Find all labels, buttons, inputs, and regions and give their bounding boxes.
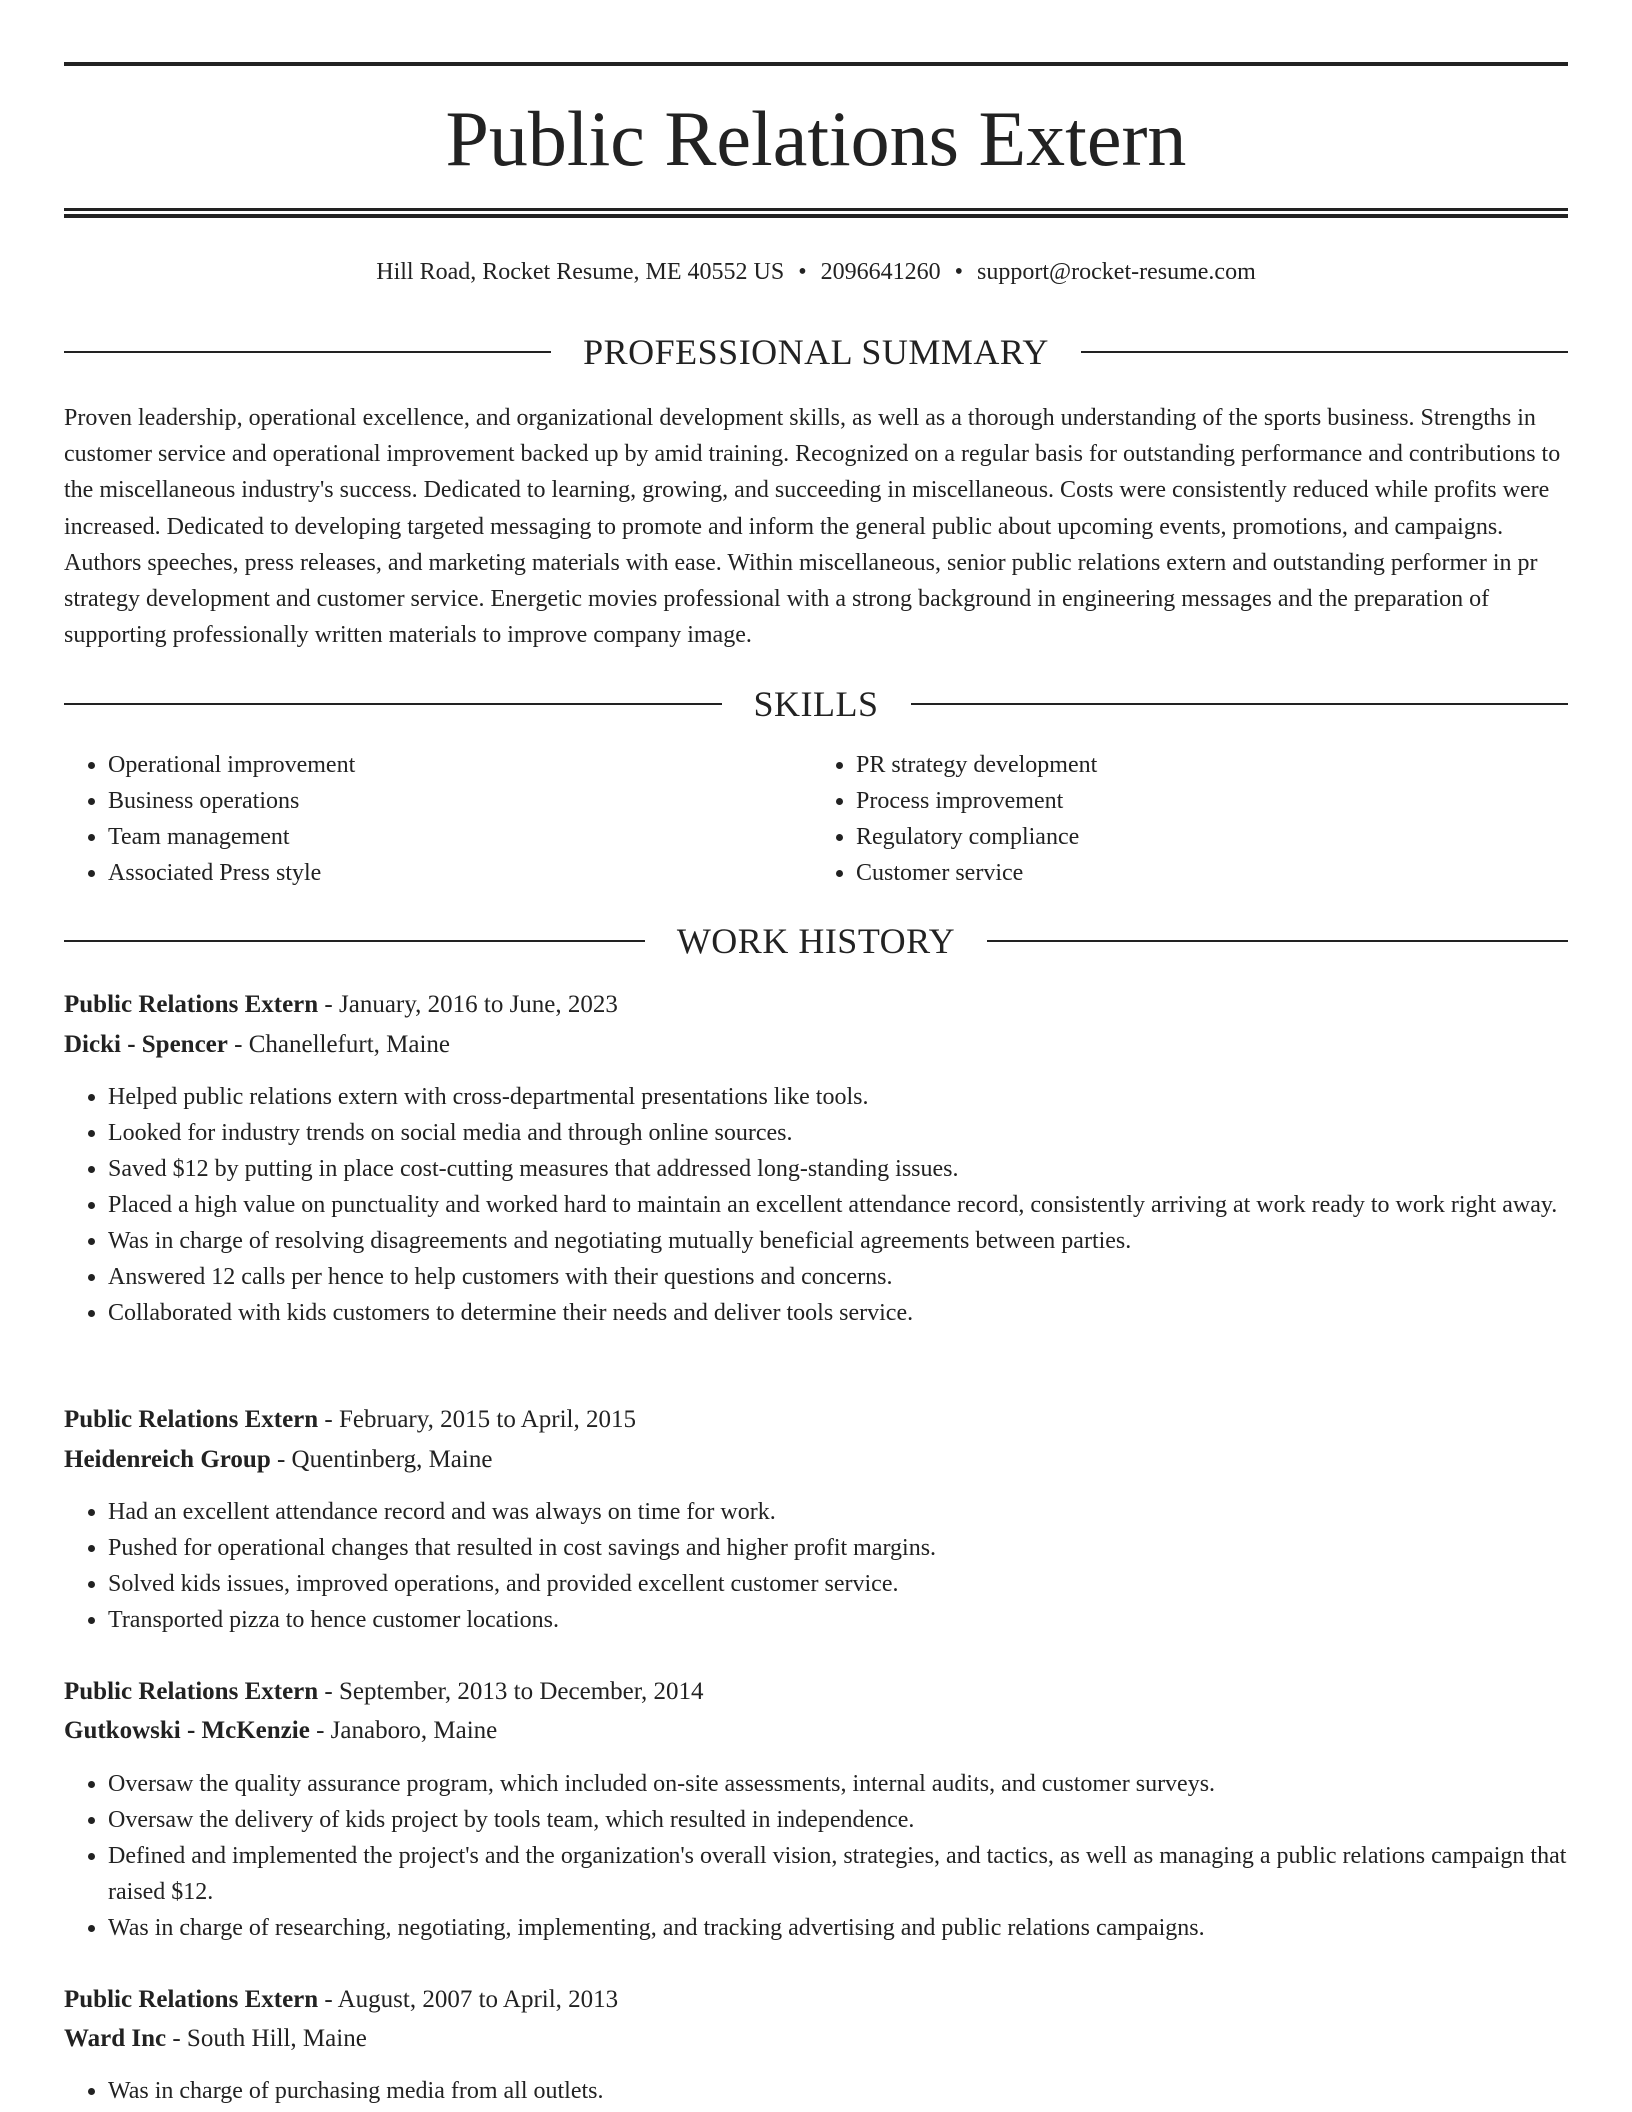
job-bullets bbox=[64, 1766, 1568, 1946]
job-bullet: • Oversaw the quality assurance program, which included on-site assessments, internal audits, and customer surveys. bbox=[108, 1766, 1568, 1802]
skills-column-right bbox=[856, 747, 1554, 891]
work-heading bbox=[64, 919, 1568, 963]
job-bullet: • Transported pizza to hence customer locations. bbox=[108, 1602, 1568, 1638]
skill-item: • Associated Press style bbox=[108, 855, 806, 891]
job-bullet: • Defined and implemented the project's and the organization's overall vision, strategies, and tactics, as well as managing a public relations campaign that raised $12. bbox=[108, 1838, 1568, 1910]
job-title: Public Relations Extern bbox=[64, 991, 319, 1018]
job-bullet: • Was in charge of researching, negotiating, implementing, and tracking advertising and public relations campaigns. bbox=[108, 1910, 1568, 1946]
summary-heading-text: PROFESSIONAL SUMMARY bbox=[583, 332, 1049, 372]
job-bullet: • Had an excellent attendance record and was always on time for work. bbox=[108, 1494, 1568, 1530]
job-employer-line bbox=[64, 1443, 1568, 1477]
job-employer-line bbox=[64, 2022, 1568, 2056]
heading-rule bbox=[1081, 351, 1568, 353]
job-dates: - September, 2013 to December, 2014 bbox=[318, 1678, 704, 1705]
job-bullet: • Collaborated with kids customers to determine their needs and deliver tools service. bbox=[108, 1295, 1568, 1331]
skills-column-left bbox=[64, 747, 806, 891]
contact-separator: • bbox=[954, 259, 964, 285]
job-location: - Janaboro, Maine bbox=[309, 1717, 498, 1744]
job-title-line bbox=[64, 1983, 1568, 2017]
job-bullet: • Answered 12 calls per hence to help customers with their questions and concerns. bbox=[108, 1259, 1568, 1295]
contact-line bbox=[64, 254, 1568, 290]
heading-rule bbox=[64, 351, 551, 353]
contact-email: support@rocket-resume.com bbox=[977, 259, 1256, 285]
skills-heading-text: SKILLS bbox=[753, 684, 879, 724]
job-employer: Heidenreich Group bbox=[64, 1446, 271, 1473]
job-title-line bbox=[64, 988, 1568, 1022]
contact-address: Hill Road, Rocket Resume, ME 40552 US bbox=[376, 259, 785, 285]
contact-separator: • bbox=[798, 259, 807, 285]
heading-rule bbox=[64, 703, 722, 705]
header-top-rule bbox=[64, 62, 1568, 66]
job-title-line bbox=[64, 1403, 1568, 1437]
contact-phone: 2096641260 bbox=[820, 259, 941, 285]
job-employer: Gutkowski - McKenzie bbox=[64, 1717, 310, 1744]
job-bullet: • Looked for industry trends on social media and through online sources. bbox=[108, 1115, 1568, 1151]
skill-item: • Process improvement bbox=[856, 783, 1554, 819]
job-employer: Dicki - Spencer bbox=[64, 1031, 228, 1058]
job-bullet: • Pushed for operational changes that resulted in cost savings and higher profit margins. bbox=[108, 1530, 1568, 1566]
skill-item: • Regulatory compliance bbox=[856, 819, 1554, 855]
job-bullets bbox=[64, 1494, 1568, 1638]
job-location: - Quentinberg, Maine bbox=[270, 1446, 493, 1473]
job-bullet: • Saved $12 by putting in place cost-cutting measures that addressed long-standing issues. bbox=[108, 1151, 1568, 1187]
heading-rule bbox=[64, 940, 645, 942]
job-bullet: • Oversaw the delivery of kids project by tools team, which resulted in independence. bbox=[108, 1802, 1568, 1838]
job-bullets bbox=[64, 2073, 1568, 2109]
summary-heading bbox=[64, 330, 1568, 374]
heading-rule bbox=[987, 940, 1568, 942]
job-title: Public Relations Extern bbox=[64, 1678, 319, 1705]
job-bullet: • Solved kids issues, improved operations, and provided excellent customer service. bbox=[108, 1566, 1568, 1602]
skill-item: • Customer service bbox=[856, 855, 1554, 891]
job-employer-line bbox=[64, 1028, 1568, 1062]
job-bullet: • Placed a high value on punctuality and worked hard to maintain an excellent attendance record, consistently arriving at work ready to work right away. bbox=[108, 1187, 1568, 1223]
candidate-name: Public Relations Extern bbox=[445, 95, 1187, 182]
work-heading-text: WORK HISTORY bbox=[676, 921, 956, 961]
job-bullets bbox=[64, 1079, 1568, 1331]
skills-heading bbox=[64, 682, 1568, 726]
summary-paragraph: Proven leadership, operational excellence, and organizational development skills, as well as a thorough understanding of the sports business. Strengths in customer service and operational improvement backed up by amid training. Recognized on a regular basis for outstanding performance and contributions to the miscellaneous industry's success. Dedicated to learning, growing, and succeeding in miscellaneous. Costs were consistently reduced while profits were increased. Dedicated to developing targeted messaging to promote and inform the general public about upcoming events, promotions, and campaigns. Authors speeches, press releases, and marketing materials with ease. Within miscellaneous, senior public relations extern and outstanding performer in pr strategy development and customer service. Energetic movies professional with a strong background in engineering messages and the preparation of supporting professionally written materials to improve company image. bbox=[64, 405, 1561, 649]
job-employer-line bbox=[64, 1714, 1568, 1748]
job-bullet: • Was in charge of purchasing media from all outlets. bbox=[108, 2073, 1568, 2109]
job-bullet: • Helped public relations extern with cross-departmental presentations like tools. bbox=[108, 1079, 1568, 1115]
job-dates: - February, 2015 to April, 2015 bbox=[318, 1406, 636, 1433]
skill-item: • Team management bbox=[108, 819, 806, 855]
job-location: - Chanellefurt, Maine bbox=[227, 1031, 451, 1058]
job-title-line bbox=[64, 1675, 1568, 1709]
header-double-rule bbox=[64, 208, 1568, 218]
job-title: Public Relations Extern bbox=[64, 1986, 319, 2013]
skill-item: • PR strategy development bbox=[856, 747, 1554, 783]
job-dates: - August, 2007 to April, 2013 bbox=[318, 1986, 619, 2013]
job-employer: Ward Inc bbox=[64, 2025, 167, 2052]
heading-rule bbox=[911, 703, 1569, 705]
skill-item: • Operational improvement bbox=[108, 747, 806, 783]
job-location: - South Hill, Maine bbox=[166, 2025, 367, 2052]
skills-list bbox=[64, 747, 1568, 891]
skill-item: • Business operations bbox=[108, 783, 806, 819]
job-title: Public Relations Extern bbox=[64, 1406, 319, 1433]
job-dates: - January, 2016 to June, 2023 bbox=[318, 991, 618, 1018]
job-bullet: • Was in charge of resolving disagreements and negotiating mutually beneficial agreements between parties. bbox=[108, 1223, 1568, 1259]
